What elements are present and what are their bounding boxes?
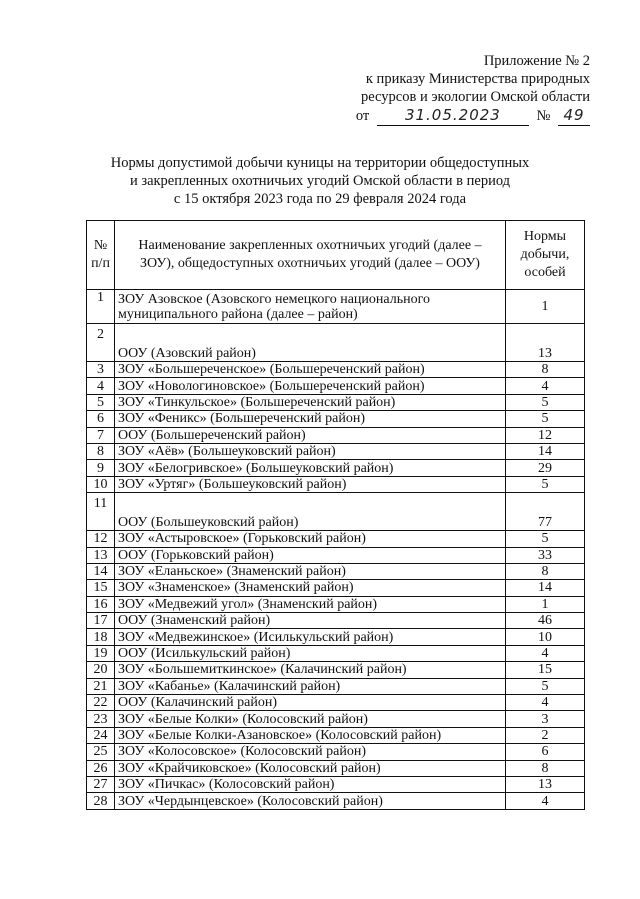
- table-row: [87, 476, 585, 492]
- row-name: ЗОУ «Большереченское» (Большереченский район): [115, 362, 506, 378]
- header-number: № п/п: [87, 221, 115, 290]
- row-quota: 3: [506, 711, 585, 727]
- row-number: 5: [87, 394, 115, 410]
- row-name: ЗОУ «Белогривское» (Большеуковский район): [115, 460, 506, 476]
- row-quota: 29: [506, 460, 585, 476]
- table-row: [87, 678, 585, 694]
- row-number: 16: [87, 596, 115, 612]
- row-number: 27: [87, 776, 115, 792]
- row-number: 14: [87, 563, 115, 579]
- row-number: 22: [87, 695, 115, 711]
- row-number: 28: [87, 793, 115, 809]
- table-row: [87, 290, 585, 324]
- table-row: [87, 493, 585, 531]
- date-field: [377, 106, 529, 126]
- table-row: [87, 711, 585, 727]
- row-quota: 14: [506, 443, 585, 459]
- row-name: ЗОУ «Новологиновское» (Большереченский район): [115, 378, 506, 394]
- table-row: [87, 776, 585, 792]
- row-number: 4: [87, 378, 115, 394]
- row-name: ЗОУ «Еланьское» (Знаменский район): [115, 563, 506, 579]
- row-number: 2: [87, 324, 115, 362]
- row-number: 1: [87, 290, 115, 324]
- row-quota: 4: [506, 645, 585, 661]
- row-number: 21: [87, 678, 115, 694]
- table-row: [87, 563, 585, 579]
- row-quota: 15: [506, 662, 585, 678]
- row-name: ЗОУ «Аёв» (Большеуковский район): [115, 443, 506, 459]
- row-name: ЗОУ Азовское (Азовского немецкого национального муниципального района (далее – район): [115, 290, 506, 324]
- title-line-3: с 15 октября 2023 года по 29 февраля 2024 года: [173, 191, 467, 207]
- row-name: ЗОУ «Кабанье» (Калачинский район): [115, 678, 506, 694]
- table-row: [87, 596, 585, 612]
- table-row: [87, 427, 585, 443]
- table-row: [87, 443, 585, 459]
- table-row: [87, 727, 585, 743]
- row-name: ООУ (Исилькульский район): [115, 645, 506, 661]
- row-quota: 13: [506, 776, 585, 792]
- row-number: 23: [87, 711, 115, 727]
- ministry-name: ресурсов и экологии Омской области: [361, 89, 590, 105]
- row-number: 10: [87, 476, 115, 492]
- row-quota: 5: [506, 394, 585, 410]
- row-quota: 5: [506, 531, 585, 547]
- row-number: 26: [87, 760, 115, 776]
- table-row: [87, 324, 585, 362]
- row-name: ЗОУ «Чердынцевское» (Колосовский район): [115, 793, 506, 809]
- row-quota: 1: [506, 596, 585, 612]
- row-name: ООУ (Большереченский район): [115, 427, 506, 443]
- date-number-line: [356, 106, 590, 126]
- header-name: Наименование закрепленных охотничьих угодий (далее – ЗОУ), общедоступных охотничьих угодий (далее – ООУ): [115, 221, 506, 290]
- row-quota: 12: [506, 427, 585, 443]
- row-number: 6: [87, 411, 115, 427]
- row-quota: 13: [506, 324, 585, 362]
- table-row: [87, 629, 585, 645]
- row-quota: 5: [506, 411, 585, 427]
- quota-table: [86, 220, 585, 810]
- row-number: 18: [87, 629, 115, 645]
- row-name: ООУ (Знаменский район): [115, 613, 506, 629]
- row-quota: 1: [506, 290, 585, 324]
- row-name: ЗОУ «Большемиткинское» (Калачинский район): [115, 662, 506, 678]
- row-quota: 8: [506, 760, 585, 776]
- document-title: [0, 154, 640, 208]
- row-number: 9: [87, 460, 115, 476]
- table-row: [87, 394, 585, 410]
- number-field: [558, 106, 590, 126]
- header-quota: Нормы добычи, особей: [506, 221, 585, 290]
- table-row: [87, 547, 585, 563]
- row-number: 20: [87, 662, 115, 678]
- row-name: ЗОУ «Тинкульское» (Большереченский район): [115, 394, 506, 410]
- row-name: ЗОУ «Пичкас» (Колосовский район): [115, 776, 506, 792]
- row-quota: 5: [506, 678, 585, 694]
- table-row: [87, 695, 585, 711]
- row-name: ЗОУ «Белые Колки» (Колосовский район): [115, 711, 506, 727]
- row-quota: 4: [506, 695, 585, 711]
- row-quota: 10: [506, 629, 585, 645]
- row-quota: 8: [506, 362, 585, 378]
- row-name: ЗОУ «Знаменское» (Знаменский район): [115, 580, 506, 596]
- row-name: ЗОУ «Белые Колки-Азановское» (Колосовский район): [115, 727, 506, 743]
- table-row: [87, 744, 585, 760]
- table-row: [87, 645, 585, 661]
- table-row: [87, 362, 585, 378]
- appendix-header: [356, 52, 590, 126]
- row-number: 3: [87, 362, 115, 378]
- table-row: [87, 760, 585, 776]
- row-quota: 46: [506, 613, 585, 629]
- row-name: ООУ (Азовский район): [115, 324, 506, 362]
- handwritten-date: 31.05.2023: [404, 106, 501, 124]
- row-quota: 8: [506, 563, 585, 579]
- date-prefix: от: [355, 108, 370, 124]
- row-name: ЗОУ «Феникс» (Большереченский район): [115, 411, 506, 427]
- row-name: ЗОУ «Медвежий угол» (Знаменский район): [115, 596, 506, 612]
- row-name: ООУ (Калачинский район): [115, 695, 506, 711]
- title-line-1: Нормы допустимой добычи куницы на территории общедоступных: [110, 155, 530, 171]
- row-name: ЗОУ «Медвежинское» (Исилькульский район): [115, 629, 506, 645]
- row-number: 11: [87, 493, 115, 531]
- row-name: ЗОУ «Уртяг» (Большеуковский район): [115, 476, 506, 492]
- table-row: [87, 613, 585, 629]
- row-quota: 4: [506, 793, 585, 809]
- row-name: ООУ (Горьковский район): [115, 547, 506, 563]
- row-number: 12: [87, 531, 115, 547]
- title-line-2: и закрепленных охотничьих угодий Омской области в период: [129, 173, 511, 189]
- row-name: ООУ (Большеуковский район): [115, 493, 506, 531]
- row-number: 7: [87, 427, 115, 443]
- table-row: [87, 580, 585, 596]
- row-number: 15: [87, 580, 115, 596]
- row-number: 17: [87, 613, 115, 629]
- row-quota: 77: [506, 493, 585, 531]
- row-number: 8: [87, 443, 115, 459]
- order-reference: к приказу Министерства природных: [365, 71, 590, 87]
- row-quota: 6: [506, 744, 585, 760]
- handwritten-number: 49: [563, 106, 585, 124]
- row-number: 19: [87, 645, 115, 661]
- row-number: 13: [87, 547, 115, 563]
- table-row: [87, 793, 585, 809]
- row-quota: 33: [506, 547, 585, 563]
- row-number: 24: [87, 727, 115, 743]
- row-quota: 2: [506, 727, 585, 743]
- table-row: [87, 411, 585, 427]
- table-row: [87, 460, 585, 476]
- row-name: ЗОУ «Крайчиковское» (Колосовский район): [115, 760, 506, 776]
- table-row: [87, 378, 585, 394]
- row-name: ЗОУ «Астыровское» (Горьковский район): [115, 531, 506, 547]
- table-row: [87, 531, 585, 547]
- row-quota: 14: [506, 580, 585, 596]
- appendix-label: Приложение № 2: [483, 53, 590, 69]
- number-prefix: №: [536, 108, 551, 124]
- row-name: ЗОУ «Колосовское» (Колосовский район): [115, 744, 506, 760]
- row-quota: 4: [506, 378, 585, 394]
- row-quota: 5: [506, 476, 585, 492]
- table-row: [87, 662, 585, 678]
- row-number: 25: [87, 744, 115, 760]
